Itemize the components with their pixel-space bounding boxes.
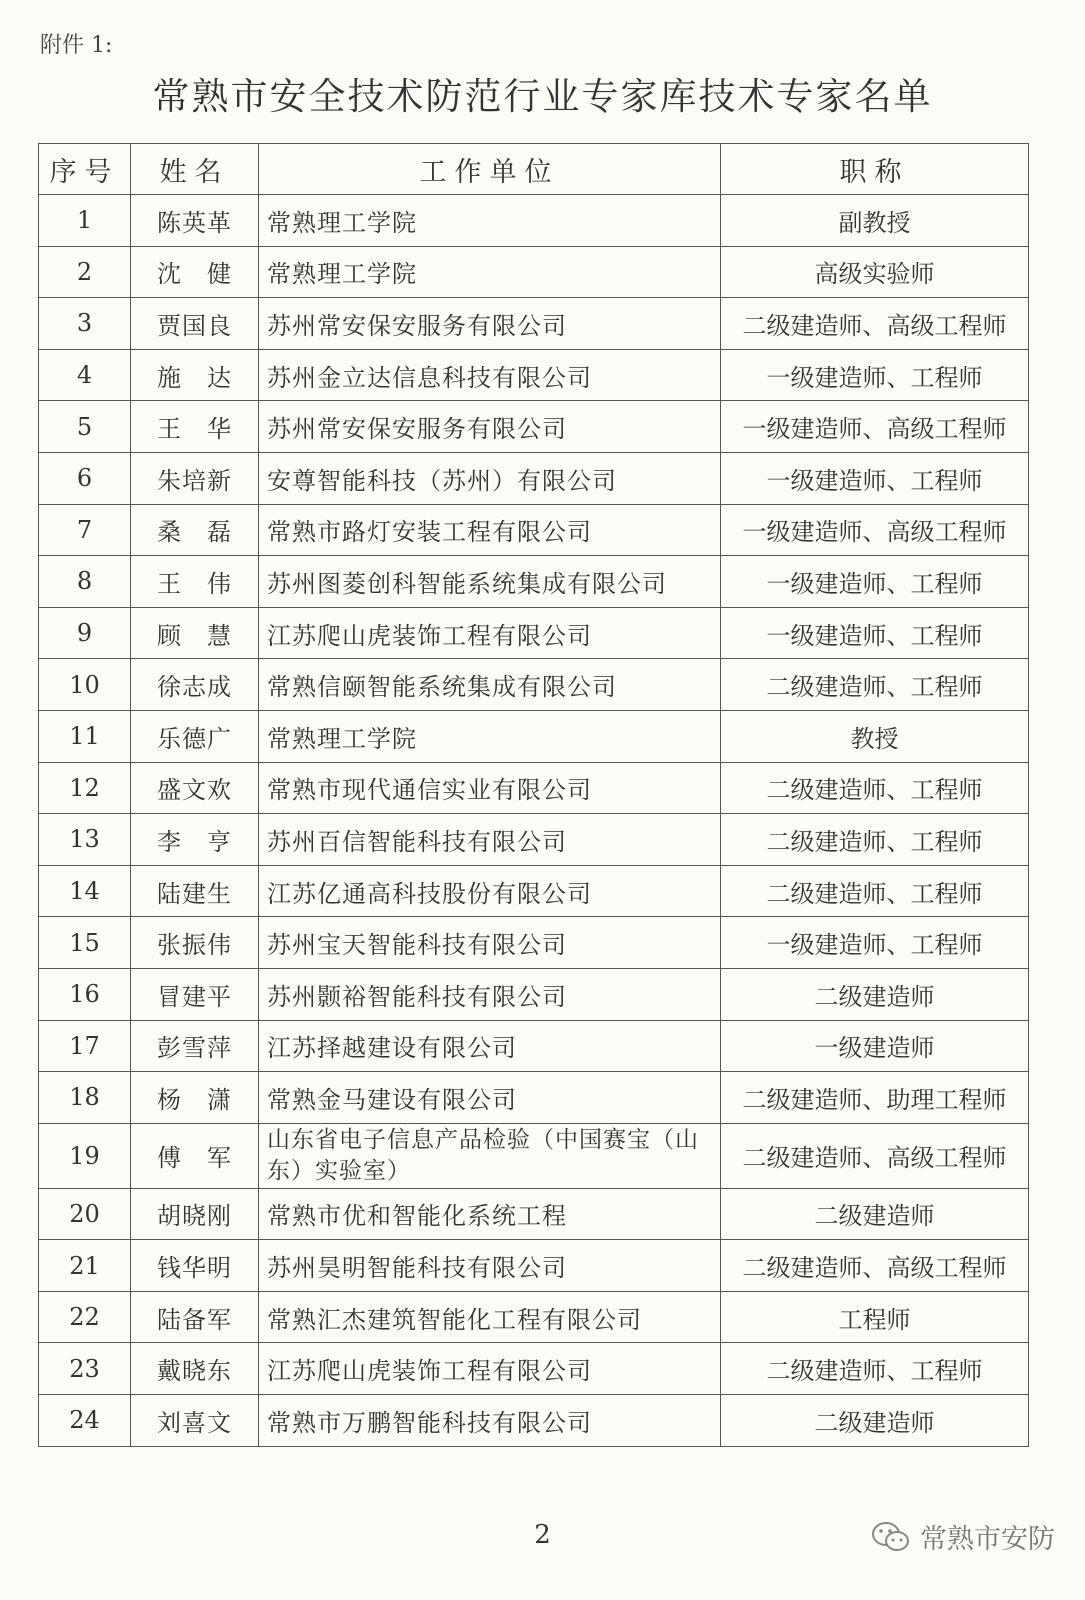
row-number: 11 bbox=[39, 710, 131, 762]
work-unit: 苏州百信智能科技有限公司 bbox=[259, 814, 721, 866]
header-title: 职称 bbox=[721, 144, 1029, 195]
table-row bbox=[39, 401, 1029, 453]
table-row bbox=[39, 1188, 1029, 1240]
table-row bbox=[39, 917, 1029, 969]
table-row bbox=[39, 1020, 1029, 1072]
expert-name: 冒建平 bbox=[131, 968, 259, 1020]
page-number: 2 bbox=[534, 1520, 551, 1550]
work-unit: 常熟汇杰建筑智能化工程有限公司 bbox=[259, 1291, 721, 1343]
professional-title: 高级实验师 bbox=[721, 246, 1029, 298]
table-row bbox=[39, 1291, 1029, 1343]
table-row bbox=[39, 710, 1029, 762]
table-row bbox=[39, 1343, 1029, 1395]
row-number: 24 bbox=[39, 1395, 131, 1447]
work-unit: 常熟金马建设有限公司 bbox=[259, 1072, 721, 1124]
row-number: 2 bbox=[39, 246, 131, 298]
wechat-icon bbox=[870, 1519, 912, 1555]
expert-name: 彭雪萍 bbox=[131, 1020, 259, 1072]
row-number: 3 bbox=[39, 298, 131, 350]
work-unit: 苏州图菱创科智能系统集成有限公司 bbox=[259, 556, 721, 608]
expert-name: 沈 健 bbox=[131, 246, 259, 298]
expert-name: 贾国良 bbox=[131, 298, 259, 350]
row-number: 8 bbox=[39, 556, 131, 608]
professional-title: 二级建造师、工程师 bbox=[721, 762, 1029, 814]
table-row bbox=[39, 246, 1029, 298]
table-row bbox=[39, 607, 1029, 659]
header-unit: 工作单位 bbox=[259, 144, 721, 195]
table-row bbox=[39, 1240, 1029, 1292]
expert-name: 盛文欢 bbox=[131, 762, 259, 814]
table-row bbox=[39, 865, 1029, 917]
work-unit: 常熟市万鹏智能科技有限公司 bbox=[259, 1395, 721, 1447]
row-number: 1 bbox=[39, 195, 131, 247]
work-unit: 常熟市优和智能化系统工程 bbox=[259, 1188, 721, 1240]
expert-name: 胡晓刚 bbox=[131, 1188, 259, 1240]
row-number: 7 bbox=[39, 504, 131, 556]
expert-name: 徐志成 bbox=[131, 659, 259, 711]
table-row bbox=[39, 762, 1029, 814]
work-unit: 江苏择越建设有限公司 bbox=[259, 1020, 721, 1072]
professional-title: 一级建造师、高级工程师 bbox=[721, 504, 1029, 556]
professional-title: 二级建造师、工程师 bbox=[721, 814, 1029, 866]
row-number: 13 bbox=[39, 814, 131, 866]
header-no: 序号 bbox=[39, 144, 131, 195]
professional-title: 工程师 bbox=[721, 1291, 1029, 1343]
row-number: 22 bbox=[39, 1291, 131, 1343]
work-unit: 常熟信颐智能系统集成有限公司 bbox=[259, 659, 721, 711]
table-row bbox=[39, 298, 1029, 350]
work-unit: 江苏爬山虎装饰工程有限公司 bbox=[259, 607, 721, 659]
professional-title: 一级建造师、工程师 bbox=[721, 349, 1029, 401]
professional-title: 二级建造师、工程师 bbox=[721, 865, 1029, 917]
table-row bbox=[39, 1395, 1029, 1447]
expert-name: 王 伟 bbox=[131, 556, 259, 608]
row-number: 15 bbox=[39, 917, 131, 969]
work-unit: 江苏亿通高科技股份有限公司 bbox=[259, 865, 721, 917]
expert-name: 陆备军 bbox=[131, 1291, 259, 1343]
work-unit: 苏州金立达信息科技有限公司 bbox=[259, 349, 721, 401]
work-unit: 常熟理工学院 bbox=[259, 710, 721, 762]
table-row bbox=[39, 814, 1029, 866]
expert-name: 李 亨 bbox=[131, 814, 259, 866]
row-number: 5 bbox=[39, 401, 131, 453]
row-number: 23 bbox=[39, 1343, 131, 1395]
expert-table bbox=[38, 143, 1029, 1447]
row-number: 6 bbox=[39, 452, 131, 504]
row-number: 10 bbox=[39, 659, 131, 711]
table-row bbox=[39, 452, 1029, 504]
table-row bbox=[39, 1123, 1029, 1188]
work-unit: 山东省电子信息产品检验（中国赛宝（山东）实验室） bbox=[259, 1123, 721, 1188]
expert-name: 杨 潇 bbox=[131, 1072, 259, 1124]
row-number: 17 bbox=[39, 1020, 131, 1072]
table-row bbox=[39, 1072, 1029, 1124]
professional-title: 一级建造师、工程师 bbox=[721, 452, 1029, 504]
row-number: 21 bbox=[39, 1240, 131, 1292]
watermark bbox=[870, 1517, 1055, 1556]
work-unit: 常熟理工学院 bbox=[259, 195, 721, 247]
expert-name: 王 华 bbox=[131, 401, 259, 453]
professional-title: 一级建造师、工程师 bbox=[721, 556, 1029, 608]
table-row bbox=[39, 504, 1029, 556]
table-row bbox=[39, 349, 1029, 401]
row-number: 16 bbox=[39, 968, 131, 1020]
row-number: 18 bbox=[39, 1072, 131, 1124]
expert-name: 陈英革 bbox=[131, 195, 259, 247]
professional-title: 一级建造师 bbox=[721, 1020, 1029, 1072]
expert-name: 戴晓东 bbox=[131, 1343, 259, 1395]
professional-title: 教授 bbox=[721, 710, 1029, 762]
expert-name: 朱培新 bbox=[131, 452, 259, 504]
watermark-text: 常熟市安防 bbox=[920, 1524, 1055, 1555]
expert-name: 陆建生 bbox=[131, 865, 259, 917]
expert-name: 刘喜文 bbox=[131, 1395, 259, 1447]
expert-name: 桑 磊 bbox=[131, 504, 259, 556]
professional-title: 二级建造师、工程师 bbox=[721, 659, 1029, 711]
expert-name: 施 达 bbox=[131, 349, 259, 401]
table-row bbox=[39, 659, 1029, 711]
attachment-label: 附件 1: bbox=[40, 33, 113, 58]
row-number: 19 bbox=[39, 1123, 131, 1188]
professional-title: 二级建造师、高级工程师 bbox=[721, 1240, 1029, 1292]
work-unit: 苏州宝天智能科技有限公司 bbox=[259, 917, 721, 969]
professional-title: 二级建造师、助理工程师 bbox=[721, 1072, 1029, 1124]
work-unit: 常熟市路灯安装工程有限公司 bbox=[259, 504, 721, 556]
professional-title: 一级建造师、工程师 bbox=[721, 607, 1029, 659]
row-number: 20 bbox=[39, 1188, 131, 1240]
row-number: 14 bbox=[39, 865, 131, 917]
professional-title: 二级建造师 bbox=[721, 1188, 1029, 1240]
professional-title: 二级建造师、工程师 bbox=[721, 1343, 1029, 1395]
page-title: 常熟市安全技术防范行业专家库技术专家名单 bbox=[152, 75, 933, 118]
table-row bbox=[39, 968, 1029, 1020]
expert-name: 乐德广 bbox=[131, 710, 259, 762]
header-name: 姓名 bbox=[131, 144, 259, 195]
expert-name: 张振伟 bbox=[131, 917, 259, 969]
professional-title: 二级建造师 bbox=[721, 968, 1029, 1020]
row-number: 4 bbox=[39, 349, 131, 401]
professional-title: 二级建造师 bbox=[721, 1395, 1029, 1447]
professional-title: 二级建造师、高级工程师 bbox=[721, 298, 1029, 350]
work-unit: 苏州常安保安服务有限公司 bbox=[259, 298, 721, 350]
row-number: 9 bbox=[39, 607, 131, 659]
work-unit: 苏州颢裕智能科技有限公司 bbox=[259, 968, 721, 1020]
expert-name: 顾 慧 bbox=[131, 607, 259, 659]
expert-name: 钱华明 bbox=[131, 1240, 259, 1292]
expert-name: 傅 军 bbox=[131, 1123, 259, 1188]
row-number: 12 bbox=[39, 762, 131, 814]
table-row bbox=[39, 195, 1029, 247]
work-unit: 江苏爬山虎装饰工程有限公司 bbox=[259, 1343, 721, 1395]
work-unit: 安尊智能科技（苏州）有限公司 bbox=[259, 452, 721, 504]
professional-title: 副教授 bbox=[721, 195, 1029, 247]
table-header-row bbox=[39, 144, 1029, 195]
table-row bbox=[39, 556, 1029, 608]
professional-title: 二级建造师、高级工程师 bbox=[721, 1123, 1029, 1188]
work-unit: 苏州昊明智能科技有限公司 bbox=[259, 1240, 721, 1292]
professional-title: 一级建造师、工程师 bbox=[721, 917, 1029, 969]
work-unit: 常熟市现代通信实业有限公司 bbox=[259, 762, 721, 814]
work-unit: 常熟理工学院 bbox=[259, 246, 721, 298]
work-unit: 苏州常安保安服务有限公司 bbox=[259, 401, 721, 453]
professional-title: 一级建造师、高级工程师 bbox=[721, 401, 1029, 453]
